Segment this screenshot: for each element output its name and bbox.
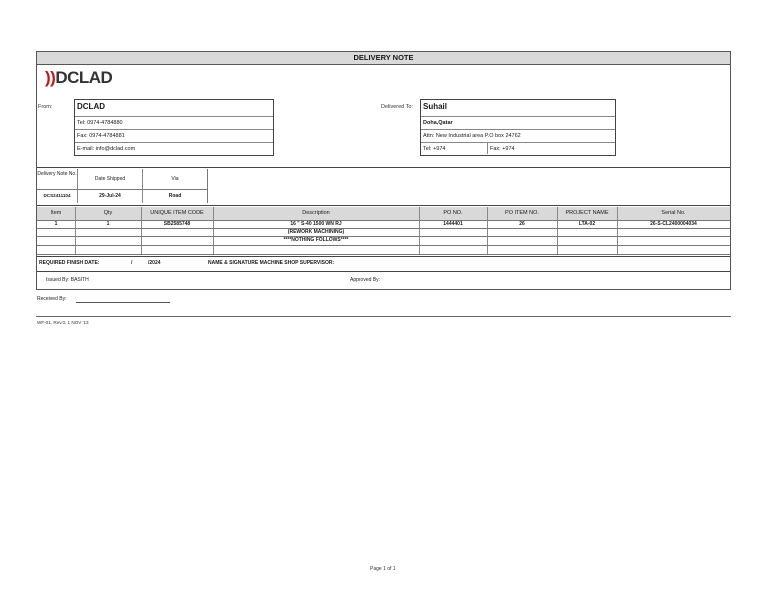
col-item-code: UNIQUE ITEM CODE: [150, 210, 204, 216]
required-finish-date-label: REQUIRED FINISH DATE:: [39, 260, 100, 266]
table-cell-po-no: 1444401: [443, 221, 463, 227]
from-box: [74, 99, 274, 156]
from-fax: Fax: 0974-4784881: [75, 129, 273, 141]
shipping-header-note-no: Delivery Note No.: [37, 171, 77, 177]
shipping-header-date: Date Shipped: [94, 176, 126, 182]
col-item: Item: [50, 210, 62, 216]
from-company: DCLAD: [77, 102, 105, 111]
table-cell-description: 16 " S-40 1500 WN RJ: [290, 221, 342, 227]
grid-divider: [37, 189, 207, 190]
col-po-item-no: PO ITEM NO.: [505, 210, 539, 216]
col-qty: Qty: [103, 210, 113, 216]
grid-divider: [37, 254, 730, 255]
section-divider: [37, 167, 730, 168]
issued-by: Issued By: BASITH: [46, 277, 89, 283]
company-logo: [45, 68, 112, 88]
delivered-to-city: Doha,Qatar: [421, 116, 615, 128]
finish-top-border: [37, 256, 730, 257]
delivered-to-fax: Fax: +974: [487, 142, 615, 154]
from-tel: Tel: 0974-4784880: [75, 116, 273, 128]
approved-by: Approved By:: [350, 277, 381, 283]
table-cell-project-name: LTA-02: [578, 221, 596, 227]
grid-divider: [141, 207, 142, 254]
grid-divider: [487, 207, 488, 254]
grid-divider: [557, 207, 558, 254]
table-cell-description: (REWORK MACHINING): [287, 229, 345, 235]
page-number: Page 1 of 1: [370, 566, 396, 572]
grid-divider: [419, 207, 420, 254]
logo-text: DCLAD: [55, 68, 113, 87]
delivered-to-company: Suhail: [423, 102, 448, 111]
items-body: [37, 220, 730, 254]
shipping-grid: [37, 169, 208, 203]
delivered-to-attn: Attn: New Industrial area P.O box 24762: [421, 129, 615, 141]
table-cell-serial-no: 26-S-CL2400004034: [650, 221, 697, 227]
table-top-border: [37, 205, 730, 206]
table-cell-item: 1: [54, 221, 58, 227]
col-serial-no: Serial No.: [661, 210, 686, 216]
date-shipped: 29-Jul-24: [99, 193, 121, 199]
delivered-to-box: [420, 99, 616, 156]
logo-bracket: )): [45, 68, 56, 87]
shipping-via: Road: [168, 193, 182, 199]
table-cell-qty: 1: [106, 221, 110, 227]
delivery-note-number: DCS2411104: [43, 193, 71, 198]
from-email: E-mail: info@dclad.com: [75, 142, 273, 154]
grid-divider: [617, 207, 618, 254]
grid-divider: [75, 207, 76, 254]
delivered-to-label: Delivered To:: [381, 104, 413, 110]
col-po-no: PO NO.: [443, 210, 463, 216]
from-label: From:: [38, 104, 53, 110]
delivered-to-tel: Tel: +974: [421, 142, 487, 154]
footer-rule: [36, 316, 731, 317]
signoff-top-border: [37, 271, 730, 272]
shipping-header-via: Via: [171, 176, 179, 182]
supervisor-signature-label: NAME & SIGNATURE MACHINE SHOP SUPERVISOR:: [208, 260, 335, 266]
finish-date-slash: /: [131, 260, 133, 266]
col-project-name: PROJECT NAME: [565, 210, 609, 216]
document-title: DELIVERY NOTE: [37, 52, 730, 65]
col-description: Description: [302, 210, 330, 216]
finish-date-year: /2024: [148, 260, 161, 266]
received-by-signature-line: [76, 302, 170, 303]
table-cell-po-item-no: 26: [519, 221, 525, 227]
grid-divider: [37, 245, 730, 246]
table-cell-description: ****NOTHING FOLLOWS****: [283, 237, 349, 243]
form-reference: WF-01, Rev.0, 1 NOV '13: [37, 320, 89, 325]
table-cell-item-code: SB2585748: [163, 221, 191, 227]
received-by-label: Received By:: [37, 296, 67, 302]
